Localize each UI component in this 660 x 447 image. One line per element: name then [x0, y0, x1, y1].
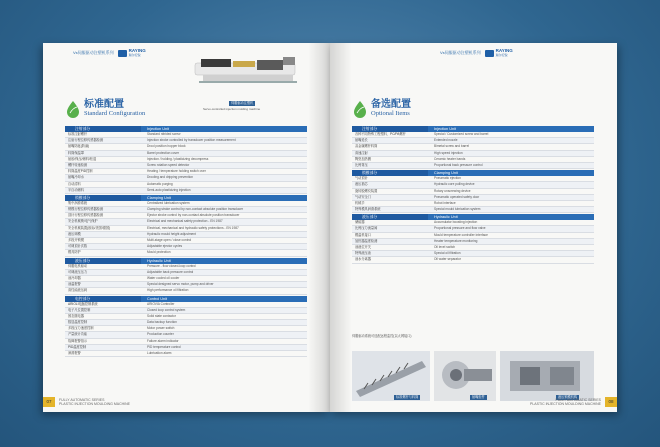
row-item-cn: 射嘴延长 — [355, 138, 368, 143]
row-item-en: Centralized lubrication system — [147, 200, 190, 205]
brand-logo — [118, 49, 146, 57]
image-caption: 射嘴组件 — [472, 395, 485, 399]
row-item-en: Data backup function — [147, 320, 177, 325]
row-item-en: Multi-stage open / close control — [147, 238, 192, 242]
section-label-cn: 锁模部分 — [65, 195, 141, 201]
row-item-en: Special mould lubrication system — [434, 207, 481, 212]
row-item-cn: 料筒保温罩 — [68, 150, 84, 155]
row-item-cn: 注射行程位移传感器检测 — [68, 138, 104, 143]
logo-english: RAYING — [128, 48, 146, 53]
section-label-en: Clamping Unit — [428, 170, 594, 176]
logo-chinese: 瑞尔宏锐 — [495, 53, 508, 57]
row-item-cn: 集中润滑系统 — [68, 200, 88, 205]
left-page — [43, 43, 330, 412]
footer-line-1: FULLY AUTOMATIC SERIES — [59, 398, 105, 402]
row-item-cn: 特殊模具润滑系统 — [355, 207, 381, 212]
row-item-en: Closed loop control system — [147, 307, 186, 312]
row-item-en: Proportional back pressure control — [434, 162, 483, 167]
row-item-cn: PID温度控制 — [68, 344, 87, 349]
row-item-cn: 旋转脱螺纹装置 — [355, 188, 378, 193]
section-label-en: Injection Unit — [428, 126, 594, 132]
row-item-cn: 油冷却器 — [68, 275, 81, 280]
row-item-cn: 比例压力流量阀 — [355, 226, 378, 231]
row-item-en: Screw rotation speed detector — [147, 162, 190, 167]
row-item-cn: 射嘴冷却水 — [68, 175, 84, 180]
logo-english: RAYING — [495, 48, 513, 53]
logo-mark-icon — [485, 50, 494, 57]
page-footer — [530, 396, 617, 408]
row-item-en: Drool position hopper block — [147, 144, 186, 149]
section-title — [352, 99, 411, 118]
row-item-cn: 特殊液压油 — [355, 251, 371, 256]
title-chinese: 备选配置 — [371, 99, 411, 110]
row-item-cn: 高性能液压阀 — [68, 288, 88, 293]
brand-logo — [485, 49, 513, 57]
footer-line-2: PLASTIC INJECTION MOULDING MACHINE — [59, 402, 130, 406]
row-item-cn: 料筒温度PID控制 — [68, 169, 93, 174]
photo-caption: 伺服驱动注塑机 — [231, 101, 254, 105]
row-item-en: Pneumatic operated safety door — [434, 194, 480, 199]
row-item-en: High speed injection — [434, 150, 463, 155]
row-item-en: ARIOVIA Controller — [147, 301, 175, 306]
row-item-cn: 储能器 — [355, 220, 365, 225]
row-item-en: Solid state contactor — [147, 313, 176, 318]
row-item-en: Oil level switch — [434, 245, 456, 249]
row-item-cn: 安全机械锁/电气保护 — [68, 219, 98, 224]
leaf-drop-icon — [65, 100, 81, 118]
row-item-cn: 射胶/保压/储料/松退 — [68, 156, 97, 161]
row-item-cn: ARIOLI电脑控制系统 — [68, 301, 98, 306]
row-item-cn: 固态继电器 — [68, 313, 84, 318]
row-item-cn: 电子尺位置控制 — [68, 307, 91, 312]
row-item-en: Barrel protection cover — [147, 150, 180, 155]
row-item-cn: 机械手 — [355, 200, 365, 205]
table-row — [352, 207, 594, 213]
page-number: 08 — [605, 397, 617, 407]
row-item-cn: 气动安全门 — [355, 194, 371, 199]
row-item-cn: 数显温度控制 — [68, 320, 88, 325]
row-item-cn: 油温报警 — [68, 282, 81, 287]
section-label-cn: 液压部分 — [352, 214, 428, 220]
row-item-en: Mould protection — [147, 250, 171, 255]
nozzle-photo — [434, 351, 496, 401]
table-row — [65, 351, 307, 357]
page-footer — [43, 396, 130, 408]
title-chinese: 标准配置 — [84, 99, 124, 110]
row-item-en: Motor power switch — [147, 326, 175, 331]
row-item-en: Extended nozzle — [434, 138, 458, 143]
row-item-cn: 射嘴防涎(防滴) — [68, 144, 90, 149]
row-item-cn: 自动清料 — [68, 181, 81, 186]
row-item-en: Special designed servo motor, pump and driver — [147, 282, 214, 287]
row-item-en: Pneumatic ejection — [434, 176, 461, 181]
section-label-en: Injection Unit — [141, 126, 307, 132]
row-item-cn: 模具防护 — [68, 250, 81, 255]
section-label-cn: 液压部分 — [65, 258, 141, 264]
page-gutter-shadow — [330, 43, 352, 412]
row-item-en: Special oil filtration — [434, 251, 461, 256]
row-item-cn: 锁模行程位移传感器检测 — [68, 207, 104, 212]
row-item-en: Robot interface — [434, 200, 456, 205]
page-number: 07 — [43, 397, 55, 407]
row-item-en: Production counter — [147, 332, 174, 337]
row-item-cn: 螺杆转速检测 — [68, 162, 88, 167]
section-label-cn: 电控部分 — [65, 296, 141, 302]
row-item-en: Pressure - flow closed-loop control — [147, 263, 196, 268]
row-item-cn: 可调顶针次数 — [68, 244, 88, 249]
section-label-cn: 注射部分 — [352, 126, 428, 132]
row-item-en: Ejector stroke control by non-contact absolute position transducer — [147, 213, 240, 218]
row-item-en: Special / Customized screw and barrel — [434, 132, 489, 136]
row-item-cn: 可调液压压力 — [68, 269, 88, 274]
row-item-en: Injection / holding / plasticizing decompress — [147, 156, 209, 161]
row-item-cn: 加热器温度检测 — [355, 238, 378, 243]
row-item-en: Ceramic heater bands — [434, 156, 466, 161]
row-item-cn: 高速注射 — [355, 150, 368, 155]
row-item-en: Drooling and dripping prevention — [147, 175, 194, 180]
row-item-en: Adjustable ejector cycles — [147, 244, 183, 249]
spec-table — [352, 125, 594, 264]
row-item-en: Hydraulic mould height adjustment — [147, 231, 196, 236]
screw-photo — [352, 351, 430, 401]
row-item-en: Rotary unscrewing device — [434, 188, 471, 193]
section-label-cn: 注射部分 — [65, 126, 141, 132]
header-series-text: Vs伺服驱动注塑机系列 — [440, 50, 481, 55]
row-item-cn: 安全机械装置(欧标/美国/德国) — [68, 225, 111, 230]
image-caption: 标准螺杆与料筒 — [396, 395, 419, 399]
section-title — [65, 99, 145, 118]
row-item-en: Lubrication alarm — [147, 351, 172, 355]
section-label-en: Control Unit — [141, 296, 307, 302]
table-row — [352, 163, 594, 169]
row-item-cn: 标准注射螺杆 — [68, 132, 88, 136]
table-row — [65, 188, 307, 194]
row-item-cn: 多段压力速度控制 — [68, 326, 94, 331]
row-item-cn: 半自动储料 — [68, 187, 84, 192]
section-label-en: Hydraulic Unit — [428, 214, 594, 220]
logo-mark-icon — [118, 50, 127, 57]
row-item-cn: 陶瓷加热圈 — [355, 156, 371, 161]
table-row — [352, 257, 594, 263]
image-caption: 液压锁模机构 — [558, 395, 578, 399]
row-item-en: Standard nitrided screw — [147, 132, 181, 136]
row-item-cn: 比例背压 — [355, 162, 368, 167]
row-item-en: Accumulator boosting injection — [434, 220, 478, 225]
title-english: Optional Items — [371, 110, 410, 117]
row-item-en: Heating / temperature holding switch over — [147, 169, 206, 174]
row-item-cn: 产量统计功能 — [68, 332, 88, 337]
row-item-cn: 双金属螺杆料筒 — [355, 144, 378, 149]
row-item-en: Electrical and mechanical safety protection - EN 1987 — [147, 219, 223, 224]
row-item-en: Clamping stroke control by non-contact absolute position transducer — [147, 207, 244, 212]
row-item-en: Oil water separator — [434, 257, 461, 262]
logo-chinese: 瑞尔宏锐 — [128, 53, 141, 57]
spec-table — [65, 125, 307, 357]
page-header — [440, 48, 513, 58]
row-item-en: Semi-auto plasticizing injection — [147, 187, 191, 192]
row-item-cn: 顶针行程位移传感器检测 — [68, 213, 104, 218]
right-page — [330, 43, 617, 412]
row-item-cn: 油水分离器 — [355, 257, 371, 262]
row-item-cn: 多段开锁模 — [68, 238, 84, 242]
row-item-cn: 气动顶针 — [355, 176, 368, 181]
row-item-en: Water cooled oil cooler — [147, 275, 180, 280]
row-item-en: PID temperature control — [147, 344, 181, 349]
row-item-cn: 故障报警指示 — [68, 338, 88, 343]
row-item-cn: 伺服电机驱动 — [68, 263, 88, 268]
row-item-en: Electrical, mechanical and hydraulic safety protections - EN 1987 — [147, 225, 239, 230]
row-item-en: Bimetal screw and barrel — [434, 144, 470, 149]
table-row — [65, 250, 307, 256]
row-item-cn: 液压抽芯 — [355, 182, 368, 187]
section-label-cn: 锁模部分 — [352, 170, 428, 176]
page-gutter-shadow — [308, 43, 330, 412]
row-item-en: Hydraulic core pulling device — [434, 182, 475, 187]
row-item-en: Mould temperature controller interface — [434, 232, 488, 237]
section-label-en: Clamping Unit — [141, 195, 307, 201]
row-item-cn: 各种不同特殊工程塑料、PC/PA螺杆 — [355, 132, 406, 136]
bottom-note: 伺服驱动系统可选配远程监控(以太网接口) — [352, 334, 412, 338]
footer-line-2: PLASTIC INJECTION MOULDING MACHINE — [530, 402, 601, 406]
row-item-cn: 润滑报警 — [68, 351, 81, 355]
clamp-photo — [500, 351, 594, 401]
row-item-en: Failure alarm indicator — [147, 338, 179, 343]
footer-line-1: FULLY AUTOMATIC SERIES — [555, 398, 601, 402]
title-english: Standard Configuration — [84, 110, 146, 117]
row-item-cn: 模温机接口 — [355, 232, 371, 237]
row-item-en: Proportional pressure and flow valve — [434, 226, 486, 231]
section-label-en: Hydraulic Unit — [141, 258, 307, 264]
row-item-en: Heater temperature monitoring — [434, 238, 478, 243]
row-item-cn: 油液位开关 — [355, 245, 371, 249]
row-item-en: Automatic purging — [147, 181, 173, 186]
header-series-text: Vs伺服驱动注塑机系列 — [73, 50, 114, 55]
row-item-en: Adjustable back pressure control — [147, 269, 194, 274]
leaf-drop-icon — [352, 100, 368, 118]
row-item-en: High performance oil filtration — [147, 288, 189, 293]
row-item-en: Injection stroke controlled by transducer position measurement — [147, 138, 236, 143]
table-row — [65, 288, 307, 294]
machine-photo — [193, 47, 303, 92]
page-header — [73, 48, 146, 58]
photo-subcaption: Servo-controlled injection molding machine — [203, 107, 261, 111]
row-item-cn: 液压调模 — [68, 231, 81, 236]
